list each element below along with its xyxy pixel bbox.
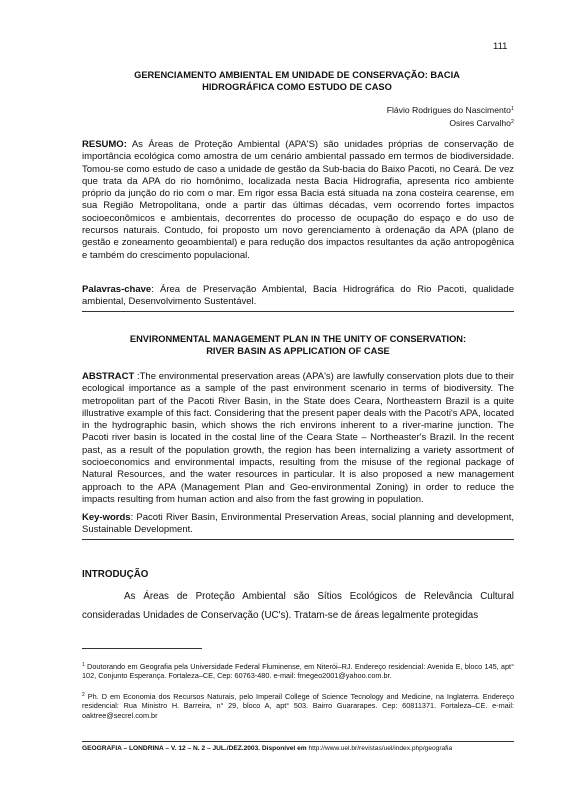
paper-title <box>82 70 512 93</box>
author-footnote-mark: 2 <box>510 118 514 125</box>
footer-journal: GEOGRAFIA – LONDRINA – V. 12 – N. 2 – JUL./DEZ.2003. Disponível em <box>82 745 307 752</box>
section-divider <box>82 539 514 540</box>
page-number: 111 <box>493 41 508 52</box>
resumo-label: RESUMO: <box>82 139 127 150</box>
palavras-chave-paragraph <box>82 284 514 309</box>
author-list <box>387 104 514 129</box>
author <box>387 104 514 117</box>
keywords-label: Key-words <box>82 512 131 523</box>
paper-title-line-2: HIDROGRÁFICA COMO ESTUDO DE CASO <box>202 81 392 92</box>
abstract-text: :The environmental preservation areas (APA's) are lawfully conservation plots due to their ecological importance as a sample of the past environment scenario in terms of biodiversity. The metropolitan part of the Pacoti River Basin, in the State does Ceara, Northeastern Brazil is a quite illustrative example of this fact. Considering that the present paper deals with the Pacoti's APA, located in the hydrographic basin, which shows the rich environs inherent to a river-marine junction. The Pacoti river basin is located in the costal line of the Ceara State – Northeaster's Brazil. In the recent past, as a result of the population growth, the region has been internalizing a variety assortment of socioeconomics and environmental impacts, resulting from the misuse of the regional package of Natural Resources, and the water resources in particular. It is also proposed a new management approach to the APA (Management Plan and Geo-environmental Zoning) in order to reduce the impacts resulting from human action and also from the fast growing in population. <box>82 371 514 505</box>
footer-url[interactable]: http://www.uel.br/revistas/uel/index.php/geografia <box>308 745 453 752</box>
introduction-heading: INTRODUÇÃO <box>82 569 149 580</box>
english-title <box>82 334 514 357</box>
author-footnote-mark: 1 <box>510 106 514 112</box>
footer-divider <box>82 741 514 742</box>
author <box>387 117 514 130</box>
palavras-chave-label: Palavras-chave <box>82 284 152 295</box>
english-title-line-1: ENVIRONMENTAL MANAGEMENT PLAN IN THE UNITY OF CONSERVATION: <box>129 334 467 344</box>
footnote <box>82 691 514 720</box>
journal-footer <box>82 745 452 752</box>
footnote-text: Ph. D em Economia dos Recursos Naturais, pelo Imperail College of Science Tecnology and Medicine, na Inglaterra. Endereço residencial: Rua Ministro H. Barreira, n° 29, bloco A, apt° 503. Bairro Guararapes. Cep: 60811371. Fortaleza–CE. e-mail: oaktree@secrel.com.br <box>82 692 514 720</box>
english-title-line-2: RIVER BASIN AS APPLICATION OF CASE <box>206 345 390 356</box>
abstract-label: ABSTRACT <box>82 371 135 382</box>
introduction-paragraph: As Áreas de Proteção Ambiental são Sítios Ecológicos de Relevância Cultural consideradas Unidades de Conservação (UC's). Tratam-se de áreas legalmente protegidas <box>82 591 514 621</box>
author-name: Flávio Rodrigues do Nascimento <box>386 105 511 115</box>
footnote-mark: 1 <box>82 662 85 668</box>
footnote-mark: 2 <box>82 692 85 698</box>
palavras-chave-text: : Área de Preservação Ambiental, Bacia Hidrográfica do Rio Pacoti, qualidade ambiental, Desenvolvimento Sustentável. <box>82 284 514 308</box>
abstract-paragraph <box>82 371 514 506</box>
footnote-text: Doutorando em Geografia pela Universidade Federal Fluminense, em Niterói–RJ. Endereço residencial: Avenida E, bloco 145, apt° 102, Conjunto Esperança. Fortaleza–CE, Cep: 60763-480. e-mail: frnegeo2001@yahoo.com.br. <box>82 662 514 681</box>
resumo-text: As Áreas de Proteção Ambiental (APA'S) são unidades próprias de conservação de importância ecológica como amostra de um cenário ambiental passado em termos de biodiversidade. Tomou-se como estudo de caso a unidade de gestão da Sub-bacia do Baixo Pacoti, no Ceará. De vez que trata da APA do rio homônimo, localizada nesta Bacia Hidrografia, apresenta rico ambiente próprio da junção do rio com o mar. Em rigor essa Bacia está situada na zona costeira cearense, em sua Região Metropolitana, onde a partir das últimas décadas, vem ocorrendo fortes impactos socioeconômicos e ambientais, decorrentes do processo de ocupação do espaço e do uso de recursos naturais. Contudo, foi proposto um novo gerenciamento à ordenação da APA (plano de gestão e zoneamento geoambiental) e para redução dos impactos resultantes da ação antropogênica e também do crescimento populacional. <box>82 139 514 261</box>
footnote <box>82 661 514 681</box>
resumo-paragraph <box>82 139 514 262</box>
keywords-paragraph <box>82 512 514 537</box>
section-divider <box>82 311 514 312</box>
author-name: Osires Carvalho <box>449 117 511 128</box>
keywords-text: : Pacoti River Basin, Environmental Preservation Areas, social planning and development, Sustainable Development. <box>82 512 514 536</box>
footnote-separator <box>82 648 202 649</box>
paper-title-line-1: GERENCIAMENTO AMBIENTAL EM UNIDADE DE CONSERVAÇÃO: BACIA <box>134 70 460 80</box>
